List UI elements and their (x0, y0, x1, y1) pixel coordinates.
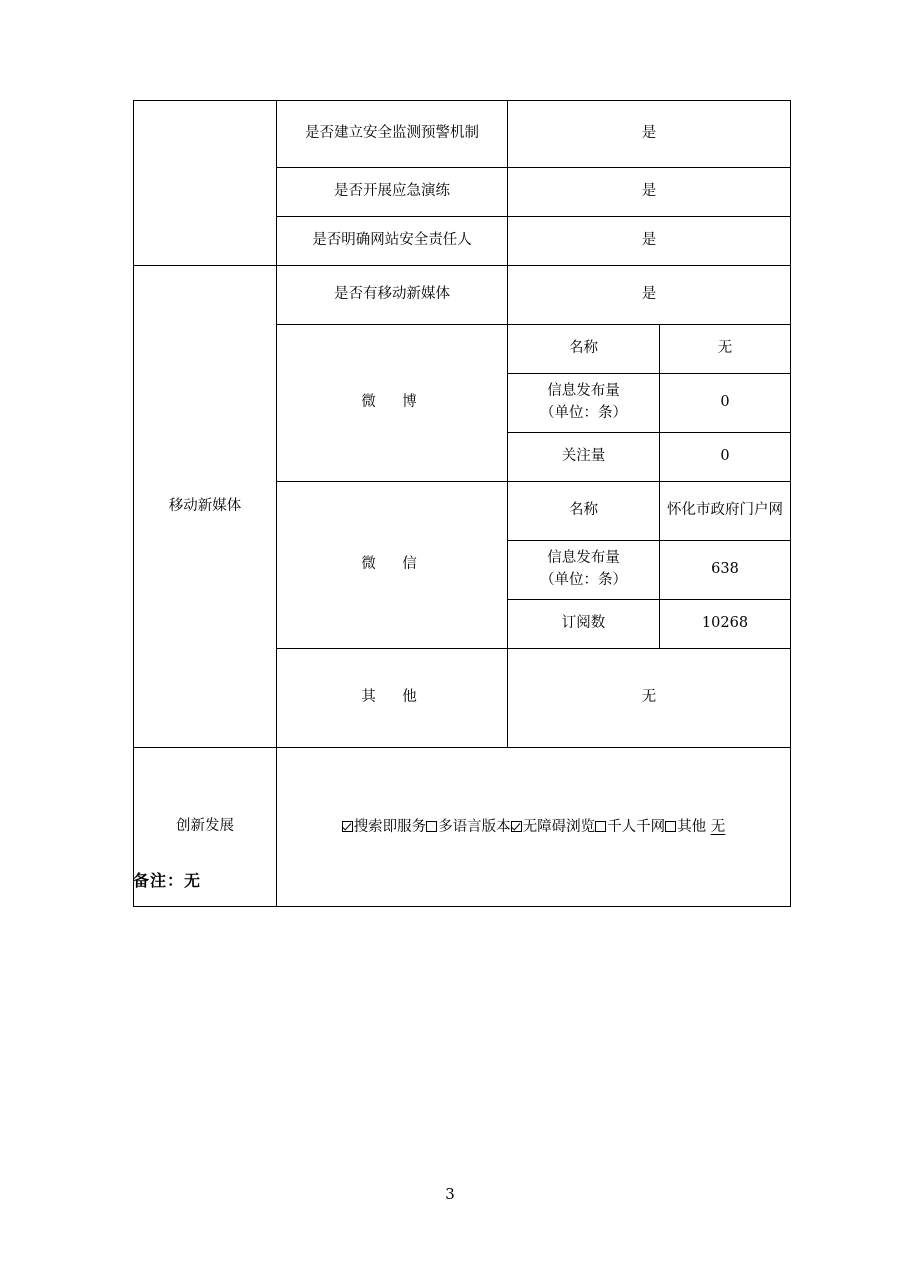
weibo-name-label: 名称 (508, 325, 660, 374)
other-label: 其 他 (277, 649, 508, 748)
checkbox-icon[interactable] (595, 821, 606, 832)
weibo-follow-label: 关注量 (508, 433, 660, 482)
innovation-options-cell (277, 748, 791, 907)
table-row (134, 266, 791, 325)
has-mobile-media-label: 是否有移动新媒体 (277, 266, 508, 325)
innovation-option-label: 其他 (677, 819, 707, 836)
innovation-option-other[interactable] (665, 819, 706, 835)
weibo-publish-label-line1: 信息发布量 (547, 383, 620, 400)
weixin-publish-label (508, 541, 660, 600)
innovation-option-label: 多语言版本 (438, 819, 511, 836)
emergency-drill-label: 是否开展应急演练 (277, 168, 508, 217)
weibo-publish-value: 0 (660, 374, 791, 433)
weixin-publish-value: 638 (660, 541, 791, 600)
innovation-options-list (283, 812, 784, 842)
innovation-option-multilang[interactable] (426, 819, 511, 835)
table-row (134, 748, 791, 907)
weibo-publish-label (508, 374, 660, 433)
mobile-media-group-label: 移动新媒体 (134, 266, 277, 748)
weixin-subscribe-value: 10268 (660, 600, 791, 649)
table-row (134, 101, 791, 168)
innovation-option-personalized[interactable] (595, 819, 665, 835)
other-value: 无 (508, 649, 791, 748)
checkbox-icon[interactable] (665, 821, 676, 832)
weixin-name-label: 名称 (508, 482, 660, 541)
security-warning-value: 是 (508, 101, 791, 168)
website-report-table (133, 100, 791, 907)
innovation-label: 创新发展 (134, 748, 277, 907)
weibo-label: 微 博 (277, 325, 508, 482)
weixin-name-value: 怀化市政府门户网 (660, 482, 791, 541)
innovation-option-label: 无障碍浏览 (522, 819, 596, 836)
weixin-publish-label-line1: 信息发布量 (547, 550, 620, 567)
security-warning-label: 是否建立安全监测预警机制 (277, 101, 508, 168)
checkbox-icon[interactable] (426, 821, 437, 832)
security-person-value: 是 (508, 217, 791, 266)
weixin-publish-label-line2: （单位：条） (540, 572, 627, 588)
checkbox-checked-icon[interactable] (342, 821, 353, 832)
security-group-cell (134, 101, 277, 266)
emergency-drill-value: 是 (508, 168, 791, 217)
weibo-publish-label-line2: （单位：条） (540, 405, 627, 421)
page-number: 3 (445, 1185, 455, 1203)
weixin-label: 微 信 (277, 482, 508, 649)
security-person-label: 是否明确网站安全责任人 (277, 217, 508, 266)
innovation-option-accessibility[interactable] (511, 819, 596, 835)
innovation-option-search[interactable] (342, 819, 427, 835)
checkbox-checked-icon[interactable] (511, 821, 522, 832)
has-mobile-media-value: 是 (508, 266, 791, 325)
innovation-other-value: 无 (710, 819, 726, 836)
remark-text: 备注：无 (133, 871, 202, 890)
weixin-subscribe-label: 订阅数 (508, 600, 660, 649)
innovation-option-label: 搜索即服务 (353, 819, 427, 836)
weibo-follow-value: 0 (660, 433, 791, 482)
weibo-name-value: 无 (660, 325, 791, 374)
innovation-option-label: 千人千网 (607, 819, 666, 836)
